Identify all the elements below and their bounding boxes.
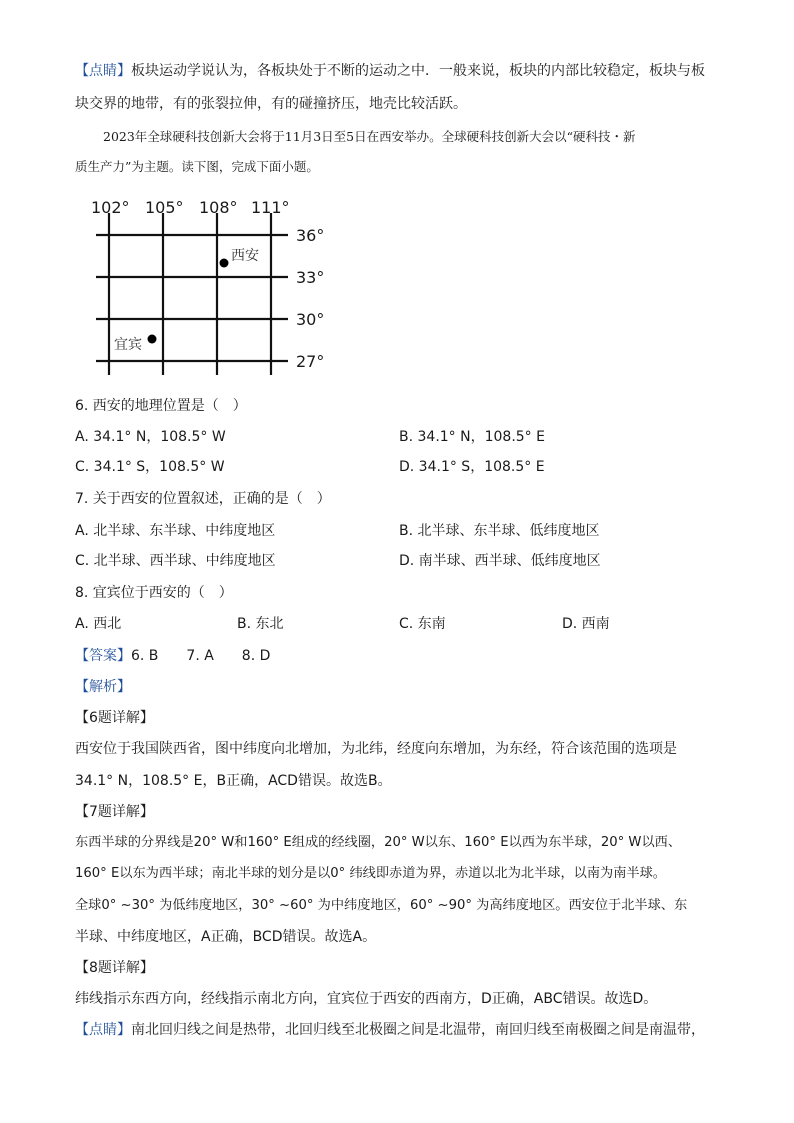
tip-tag: 【点睛】 — [75, 63, 131, 79]
tip-paragraph-line-1 — [75, 61, 705, 81]
tip-text: 板块运动学说认为，各板块处于不断的运动之中．一般来说，板块的内部比较稳定，板块与板 — [131, 63, 705, 79]
lat-label-30: 30° — [296, 310, 325, 329]
lon-label-111: 111° — [251, 198, 290, 217]
lon-label-105: 105° — [145, 198, 184, 217]
q8-option-b[interactable]: B. 东北 — [237, 616, 284, 632]
tip-paragraph-line-2: 块交界的地带，有的张裂拉伸，有的碰撞挤压，地壳比较活跃。 — [75, 96, 467, 112]
lat-lon-grid-map — [88, 195, 348, 380]
yibin-label: 宜宾 — [114, 337, 142, 353]
q8-option-c[interactable]: C. 东南 — [399, 616, 446, 632]
lat-label-27: 27° — [296, 352, 325, 371]
q6-option-d[interactable]: D. 34.1° S，108.5° E — [399, 459, 545, 475]
q6-option-a[interactable]: A. 34.1° N，108.5° W — [75, 429, 226, 445]
lat-label-33: 33° — [296, 268, 325, 287]
analysis-tag: 【解析】 — [75, 679, 131, 695]
q6-detail-line-2: 34.1° N，108.5° E，B正确，ACD错误。故选B。 — [75, 773, 392, 789]
q7-detail-line-3: 全球0° ~30° 为低纬度地区，30° ~60° 为中纬度地区，60° ~90° 为高纬度地区。西安位于北半球、东 — [75, 898, 688, 913]
lon-label-108: 108° — [199, 198, 238, 217]
q7-detail-tag: 【7题详解】 — [75, 804, 154, 820]
q7-option-c[interactable]: C. 北半球、西半球、中纬度地区 — [75, 553, 276, 569]
q8-detail-tag: 【8题详解】 — [75, 960, 154, 976]
tip2-tag: 【点睛】 — [75, 1022, 131, 1038]
answer-tag: 【答案】 — [75, 648, 131, 664]
q7-detail-line-4: 半球、中纬度地区，A正确，BCD错误。故选A。 — [75, 929, 377, 945]
q8-detail-line-1: 纬线指示东西方向，经线指示南北方向，宜宾位于西安的西南方，D正确，ABC错误。故选D。 — [75, 991, 658, 1007]
q8-option-a[interactable]: A. 西北 — [75, 616, 122, 632]
xian-dot — [220, 259, 229, 268]
lon-label-102: 102° — [91, 198, 130, 217]
lat-label-36: 36° — [296, 226, 325, 245]
material-line-2: 质生产力”为主题。读下图，完成下面小题。 — [75, 159, 319, 174]
q8-option-d[interactable]: D. 西南 — [562, 616, 610, 632]
tip2-line — [75, 1020, 705, 1040]
q6-option-b[interactable]: B. 34.1° N，108.5° E — [399, 429, 545, 445]
question-8-stem: 8. 宜宾位于西安的（ ） — [75, 585, 233, 601]
xian-label: 西安 — [231, 248, 259, 264]
q7-option-d[interactable]: D. 南半球、西半球、低纬度地区 — [399, 553, 601, 569]
q7-detail-line-2: 160° E以东为西半球；南北半球的划分是以0° 纬线即赤道为界，赤道以北为北半球，以南为南半球。 — [75, 866, 666, 881]
answer-text: 6. B 7. A 8. D — [131, 648, 271, 664]
answer-line — [75, 646, 270, 666]
tip2-text: 南北回归线之间是热带，北回归线至北极圈之间是北温带，南回归线至南极圈之间是南温带， — [131, 1022, 705, 1038]
q6-detail-tag: 【6题详解】 — [75, 710, 154, 726]
q7-option-a[interactable]: A. 北半球、东半球、中纬度地区 — [75, 523, 276, 539]
yibin-dot — [148, 335, 157, 344]
q7-detail-line-1: 东西半球的分界线是20° W和160° E组成的经线圈，20° W以东、160° E以西为东半球，20° W以西、 — [75, 835, 682, 850]
question-7-stem: 7. 关于西安的位置叙述，正确的是（ ） — [75, 491, 331, 507]
q7-option-b[interactable]: B. 北半球、东半球、低纬度地区 — [399, 523, 600, 539]
material-line-1: 2023年全球硬科技创新大会将于11月3日至5日在西安举办。全球硬科技创新大会以“硬科技・新 — [103, 129, 636, 144]
question-6-stem: 6. 西安的地理位置是（ ） — [75, 398, 247, 414]
q6-detail-line-1: 西安位于我国陕西省，图中纬度向北增加，为北纬，经度向东增加，为东经，符合该范围的选项是 — [75, 741, 677, 757]
q6-option-c[interactable]: C. 34.1° S，108.5° W — [75, 459, 225, 475]
